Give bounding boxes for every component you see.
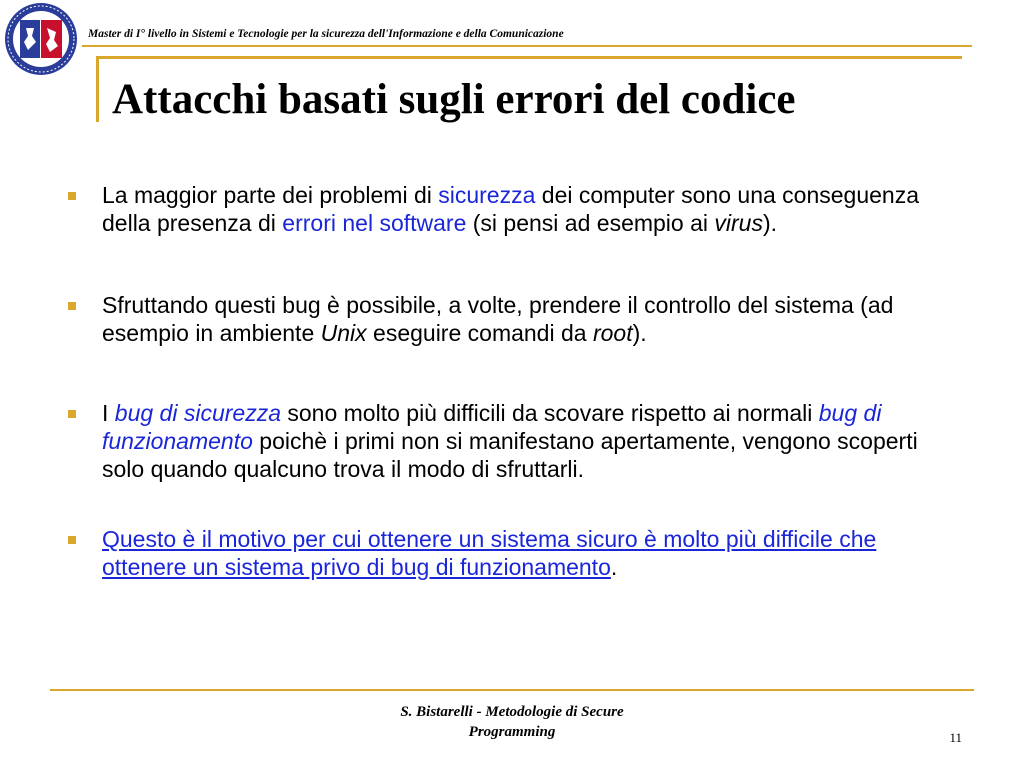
course-header: Master di I° livello in Sistemi e Tecnologie per la sicurezza dell'Informazione e della Comunicazione (88, 28, 564, 40)
slide-title: Attacchi basati sugli errori del codice (112, 76, 796, 123)
keyword: bug di sicurezza (114, 400, 281, 426)
square-bullet-icon (68, 192, 76, 200)
bullet-list (60, 181, 960, 581)
emphasis: root (592, 320, 633, 346)
bullet-item: La maggior parte dei problemi di sicurezza dei computer sono una conseguenza della presenza di errori nel software (si pensi ad esempio ai virus). (60, 181, 960, 237)
title-rule (96, 56, 962, 59)
conclusion-link[interactable]: Questo è il motivo per cui ottenere un sistema sicuro è molto più difficile che ottenere un sistema privo di bug di funzionamento (102, 526, 877, 580)
keyword: sicurezza (438, 182, 536, 208)
bullet-item: Questo è il motivo per cui ottenere un sistema sicuro è molto più difficile che ottenere un sistema privo di bug di funzionamento. (60, 525, 960, 581)
keyword: bug di funzionamento (102, 400, 882, 454)
footer-divider (50, 689, 974, 691)
footer-line-1: S. Bistarelli - Metodologie di Secure (400, 704, 624, 720)
square-bullet-icon (68, 410, 76, 418)
university-seal-icon (4, 2, 78, 76)
header-divider (82, 45, 972, 47)
bullet-item: I bug di sicurezza sono molto più difficili da scovare rispetto ai normali bug di funzionamento poichè i primi non si manifestano apertamente, vengono scoperti solo quando qualcuno trova il modo di sfruttarli. (60, 399, 960, 483)
bullet-item: Sfruttando questi bug è possibile, a volte, prendere il controllo del sistema (ad esempio in ambiente Unix eseguire comandi da root). (60, 291, 960, 347)
page-number: 11 (949, 730, 962, 745)
footer-author (300, 702, 724, 742)
emphasis: virus (714, 210, 763, 236)
footer-line-2: Programming (468, 724, 556, 740)
square-bullet-icon (68, 302, 76, 310)
emphasis: Unix (320, 320, 367, 346)
keyword: errori nel software (282, 210, 467, 236)
title-accent-bar (96, 58, 99, 122)
square-bullet-icon (68, 536, 76, 544)
